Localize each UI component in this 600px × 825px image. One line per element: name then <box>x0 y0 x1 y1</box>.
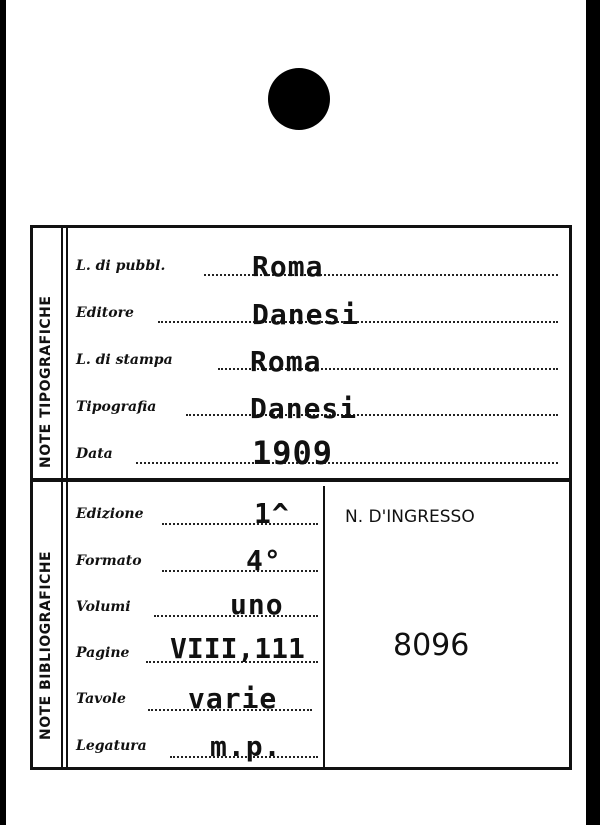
label-plates: Tavole <box>76 691 126 707</box>
ingresso-number: 8096 <box>393 628 470 663</box>
label-edition: Edizione <box>76 506 144 522</box>
value-place-of-publication: Roma <box>252 250 324 283</box>
label-pages: Pagine <box>76 645 130 661</box>
ingresso-title: N. D'INGRESSO <box>345 507 475 527</box>
dotted-line <box>162 523 318 525</box>
section-divider <box>30 478 572 482</box>
value-publisher: Danesi <box>252 298 360 331</box>
label-format: Formato <box>76 553 142 569</box>
dotted-line <box>136 462 558 464</box>
margin-rule-inner <box>66 228 68 768</box>
bibliographic-section-title: NOTE BIBLIOGRAFICHE <box>38 550 54 740</box>
value-binding: m.p. <box>210 730 282 763</box>
label-date: Data <box>76 446 113 462</box>
dotted-line <box>162 570 318 572</box>
value-volumes: uno <box>230 588 284 621</box>
ingresso-column-rule <box>323 486 325 768</box>
value-place-of-printing: Roma <box>250 345 322 378</box>
value-format: 4° <box>246 544 282 577</box>
value-edition: 1^ <box>254 497 290 530</box>
value-pages: VIII,111 <box>170 632 305 665</box>
label-printer: Tipografia <box>76 399 157 415</box>
dotted-line <box>186 414 558 416</box>
margin-rule-outer <box>61 228 63 768</box>
label-volumes: Volumi <box>76 599 131 615</box>
label-binding: Legatura <box>76 738 147 754</box>
typographic-section-title: NOTE TIPOGRAFICHE <box>38 295 54 468</box>
card-edge-shadow <box>586 0 600 825</box>
label-place-of-printing: L. di stampa <box>76 352 173 368</box>
value-date: 1909 <box>252 434 334 472</box>
label-publisher: Editore <box>76 305 134 321</box>
value-plates: varie <box>188 682 278 715</box>
label-place-of-publication: L. di pubbl. <box>76 258 166 274</box>
punch-hole <box>268 68 330 130</box>
value-printer: Danesi <box>250 392 358 425</box>
